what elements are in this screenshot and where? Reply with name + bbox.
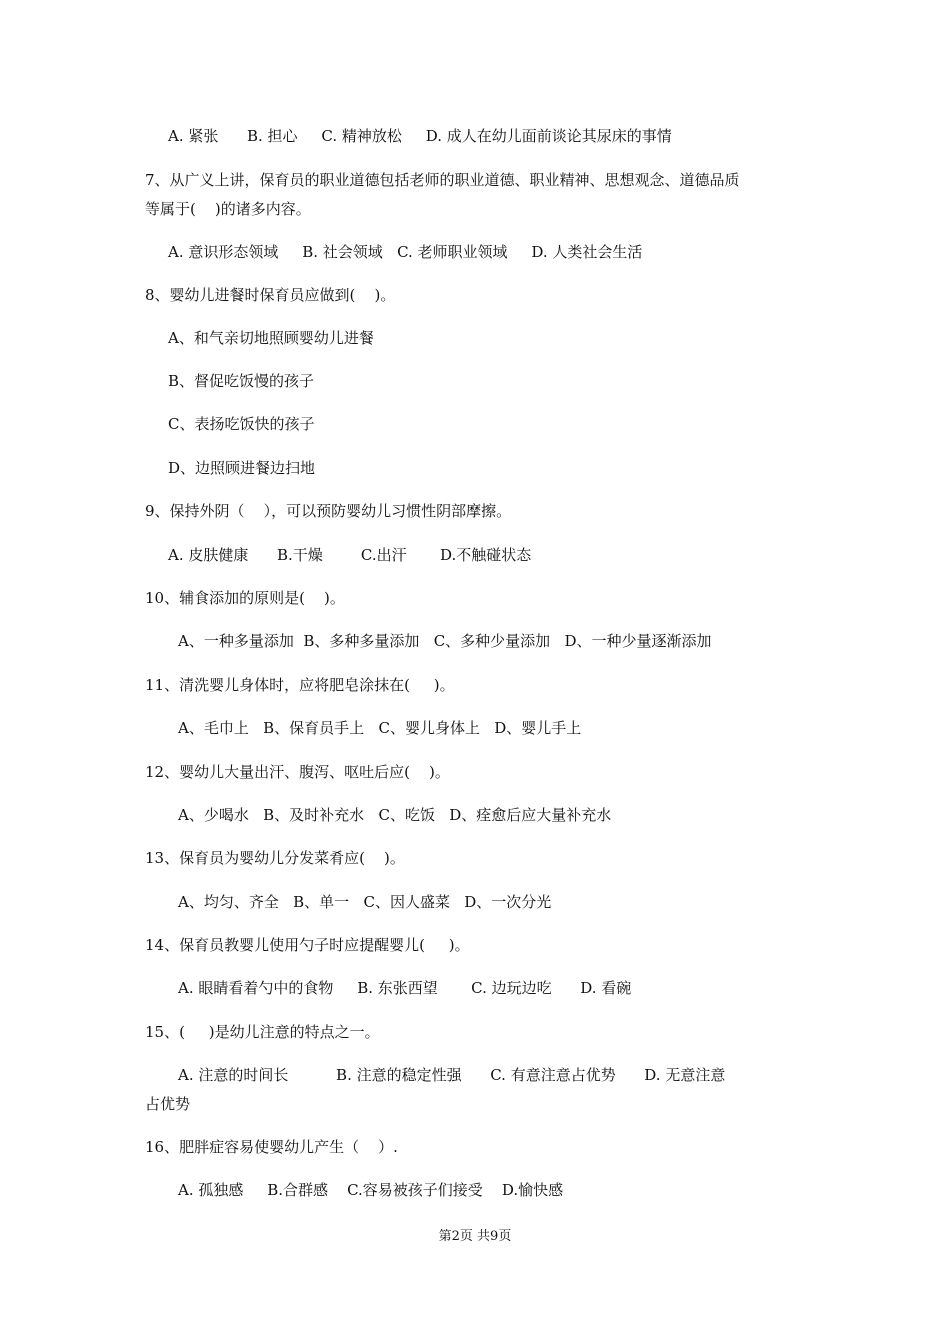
q8-option-d: D、边照顾进餐边扫地 bbox=[168, 459, 316, 477]
q7-question-line2: 等属于( )的诸多内容。 bbox=[145, 200, 311, 218]
q15-options-line2: 占优势 bbox=[145, 1095, 191, 1113]
q10-options: A、一种多量添加 B、多种多量添加 C、多种少量添加 D、一种少量逐渐添加 bbox=[178, 632, 712, 650]
q14-question: 14、保育员教婴儿使用勺子时应提醒婴儿( )。 bbox=[145, 936, 470, 954]
q8-option-c: C、表扬吃饭快的孩子 bbox=[168, 415, 315, 433]
q9-options: A. 皮肤健康 B.干燥 C.出汗 D.不触碰状态 bbox=[168, 546, 532, 564]
q16-question: 16、肥胖症容易使婴幼儿产生（ ）. bbox=[145, 1138, 398, 1156]
q9-question: 9、保持外阴（ ），可以预防婴幼儿习惯性阴部摩擦。 bbox=[145, 502, 512, 520]
q14-options: A. 眼睛看着勺中的食物 B. 东张西望 C. 边玩边吃 D. 看碗 bbox=[178, 979, 632, 997]
page-footer: 第2页 共9页 bbox=[438, 1229, 512, 1244]
q11-options: A、毛巾上 B、保育员手上 C、婴儿身体上 D、婴儿手上 bbox=[178, 719, 582, 737]
q7-options: A. 意识形态领域 B. 社会领域 C. 老师职业领域 D. 人类社会生活 bbox=[168, 243, 643, 261]
q10-question: 10、辅食添加的原则是( )。 bbox=[145, 589, 345, 607]
q7-question-line1: 7、从广义上讲，保育员的职业道德包括老师的职业道德、职业精神、思想观念、道德品质 bbox=[145, 171, 740, 189]
q6-options: A. 紧张 B. 担心 C. 精神放松 D. 成人在幼儿面前谈论其尿床的事情 bbox=[168, 127, 672, 145]
q15-question: 15、( )是幼儿注意的特点之一。 bbox=[145, 1023, 380, 1041]
q13-options: A、均匀、齐全 B、单一 C、因人盛菜 D、一次分光 bbox=[178, 893, 552, 911]
q8-option-a: A、和气亲切地照顾婴幼儿进餐 bbox=[168, 329, 374, 347]
q13-question: 13、保育员为婴幼儿分发菜肴应( )。 bbox=[145, 849, 405, 867]
q12-question: 12、婴幼儿大量出汗、腹泻、呕吐后应( )。 bbox=[145, 763, 450, 781]
q11-question: 11、清洗婴儿身体时，应将肥皂涂抹在( )。 bbox=[145, 676, 455, 694]
q12-options: A、少喝水 B、及时补充水 C、吃饭 D、痊愈后应大量补充水 bbox=[178, 806, 612, 824]
q16-options: A. 孤独感 B.合群感 C.容易被孩子们接受 D.愉快感 bbox=[178, 1181, 564, 1199]
q8-option-b: B、督促吃饭慢的孩子 bbox=[168, 372, 315, 390]
q8-question: 8、婴幼儿进餐时保育员应做到( )。 bbox=[145, 286, 396, 304]
q15-options-line1: A. 注意的时间长 B. 注意的稳定性强 C. 有意注意占优势 D. 无意注意 bbox=[178, 1066, 726, 1084]
